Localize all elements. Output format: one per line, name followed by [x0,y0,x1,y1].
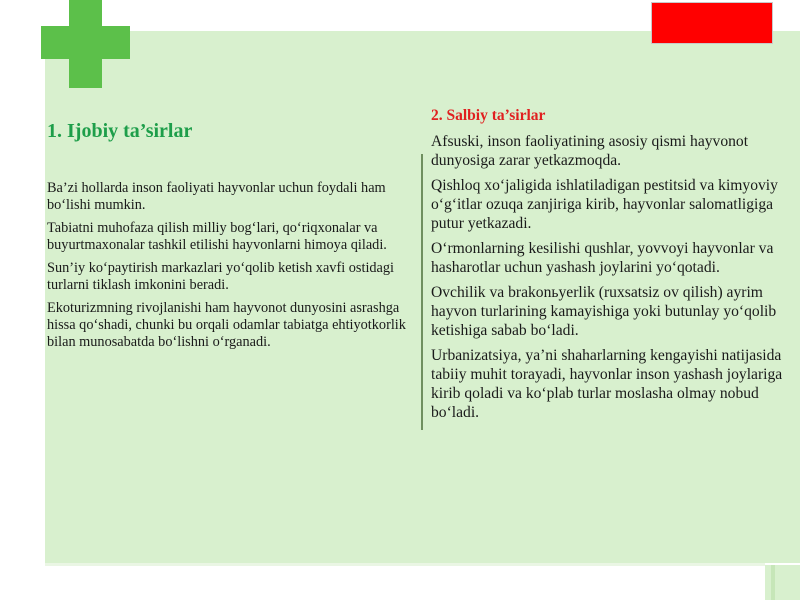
red-box-decoration [651,2,773,44]
negative-effects-column [431,106,793,428]
negative-paragraph: Urbanizatsiya, ya’ni shaharlarning kengayishi natijasida tabiiy muhit torayadi, hayvonlar inson yashash joylariga kirib qoladi va ko‘plab turlar moslasha olmay nobud bo‘ladi. [431,347,783,421]
positive-paragraph: Tabiatni muhofaza qilish milliy bog‘lari, qo‘riqxonalar va buyurtmaxonalar tashkil etilishi hayvonlarni himoya qiladi. [47,220,387,253]
negative-paragraph: Ovchilik va brakonьyerlik (ruxsatsiz ov qilish) ayrim hayvon turlarining kamayishiga yoki butunlay yo‘qolib ketishiga sabab bo‘ladi. [431,284,777,339]
negative-paragraph: O‘rmonlarning kesilishi qushlar, yovvoyi hayvonlar va hasharotlar uchun yashash joylarini yo‘qotadi. [431,240,774,276]
positive-paragraph: Ekoturizmning rivojlanishi ham hayvonot dunyosini asrashga hissa qo‘shadi, chunki bu orqali odamlar tabiatga ehtiyotkorlik bilan munosabatda bo‘lishni o‘rganadi. [47,300,406,350]
column-divider [421,154,423,430]
positive-paragraph: Sun’iy ko‘paytirish markazlari yo‘qolib ketish xavfi ostidagi turlarni tiklash imkonini beradi. [47,260,395,293]
negative-paragraph: Afsuski, inson faoliyatining asosiy qismi hayvonot dunyosiga zarar yetkazmoqda. [431,133,749,169]
positive-effects-column [47,118,415,357]
positive-paragraph: Ba’zi hollarda inson faoliyati hayvonlar uchun foydali ham bo‘lishi mumkin. [47,180,386,213]
corner-decoration [765,565,800,600]
negative-effects-title: 2. Salbiy ta’sirlar [431,107,546,124]
negative-paragraph: Qishloq xo‘jaligida ishlatiladigan pestitsid va kimyoviy o‘g‘itlar ozuqa zanjiriga kirib, hayvonlar salomatligiga putur yetkazadi. [431,177,778,232]
bottom-strip [45,563,765,566]
positive-effects-title: 1. Ijobiy ta’sirlar [47,120,193,142]
cross-horizontal-bar [41,26,130,59]
